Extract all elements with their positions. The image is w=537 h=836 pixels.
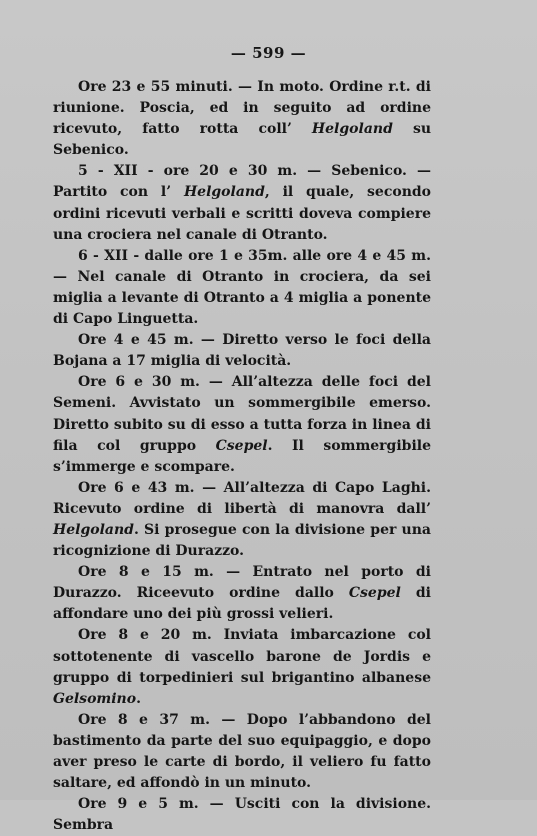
text-run: 6 - XII - dalle ore 1 e 35m. alle ore 4 e 45 m. — Nel canale di Otranto in crociera, da sei miglia a levante di Otranto a 4 miglia a ponente di Capo Linguetta. [53,247,431,328]
paragraph [53,161,431,245]
text-run: Ore 8 e 37 m. — Dopo l’abbandono del bastimento da parte del suo equipaggio, e dopo aver preso le carte di bordo, il veliero fu fatto saltare, ed affondò in un minuto. [53,711,431,792]
text-run: Ore 23 e 55 minuti. — In moto. Ordine r.t. di riunione. Poscia, ed in seguito ad ordine ricevuto, fatto rotta coll’ [53,79,431,138]
paragraph [53,77,431,161]
text-run: Ore 8 e 15 m. — Entrato nel porto di Durazzo. Riceevuto ordine dallo [53,564,431,602]
paragraph [53,330,431,372]
text-run: 5 - XII - ore 20 e 30 m. — Sebenico. — Partito con l’ [53,163,431,201]
text-run: Ore 6 e 43 m. — All’altezza di Capo Laghi. Ricevuto ordine di libertà di manovra dall’ [53,479,431,517]
text-run: Ore 9 e 5 m. — Usciti con la divisione. Sembra [53,796,431,834]
paragraph [53,562,431,625]
text-run: Ore 8 e 20 m. Inviata imbarcazione col sottotenente di vascello barone de Jordis e gruppo di torpedinieri sul brigantino albanese [53,627,431,686]
text-run: su Sebenico. [53,121,432,159]
paragraph [53,625,431,709]
text-run: . Si prosegue con la divisione per una ricognizione di Durazzo. [53,521,431,560]
text-run: Ore 4 e 45 m. — Diretto verso le foci della Bojana a 17 miglia di velocità. [53,332,431,370]
page-number: — 599 — [230,44,307,62]
paragraph [53,478,431,562]
ship-name: Helgoland [311,121,393,138]
text-run: di affondare uno dei più grossi velieri. [53,585,431,623]
text-run: . Il sommergibile s’immerge e scompare. [53,437,431,475]
paragraph [53,710,431,794]
paragraph [53,794,431,836]
page-text [53,77,431,836]
text-run: . [136,690,141,707]
ship-name: Helgoland [183,184,265,201]
text-run: Ore 6 e 30 m. — All’altezza delle foci del Semeni. Avvistato un sommergibile emerso. Diretto subito su di esso a tutta forza in linea di fila col gruppo [53,374,431,454]
ship-name: Csepel [215,437,268,454]
ship-name: Helgoland [53,521,134,538]
ship-name: Gelsomino [53,690,137,707]
paragraph [53,246,431,330]
paragraph [53,372,431,477]
text-run: , il quale, secondo ordini ricevuti verbali e scritti doveva compiere una crociera nel canale di Otranto. [53,184,431,243]
ship-name: Csepel [348,585,401,602]
